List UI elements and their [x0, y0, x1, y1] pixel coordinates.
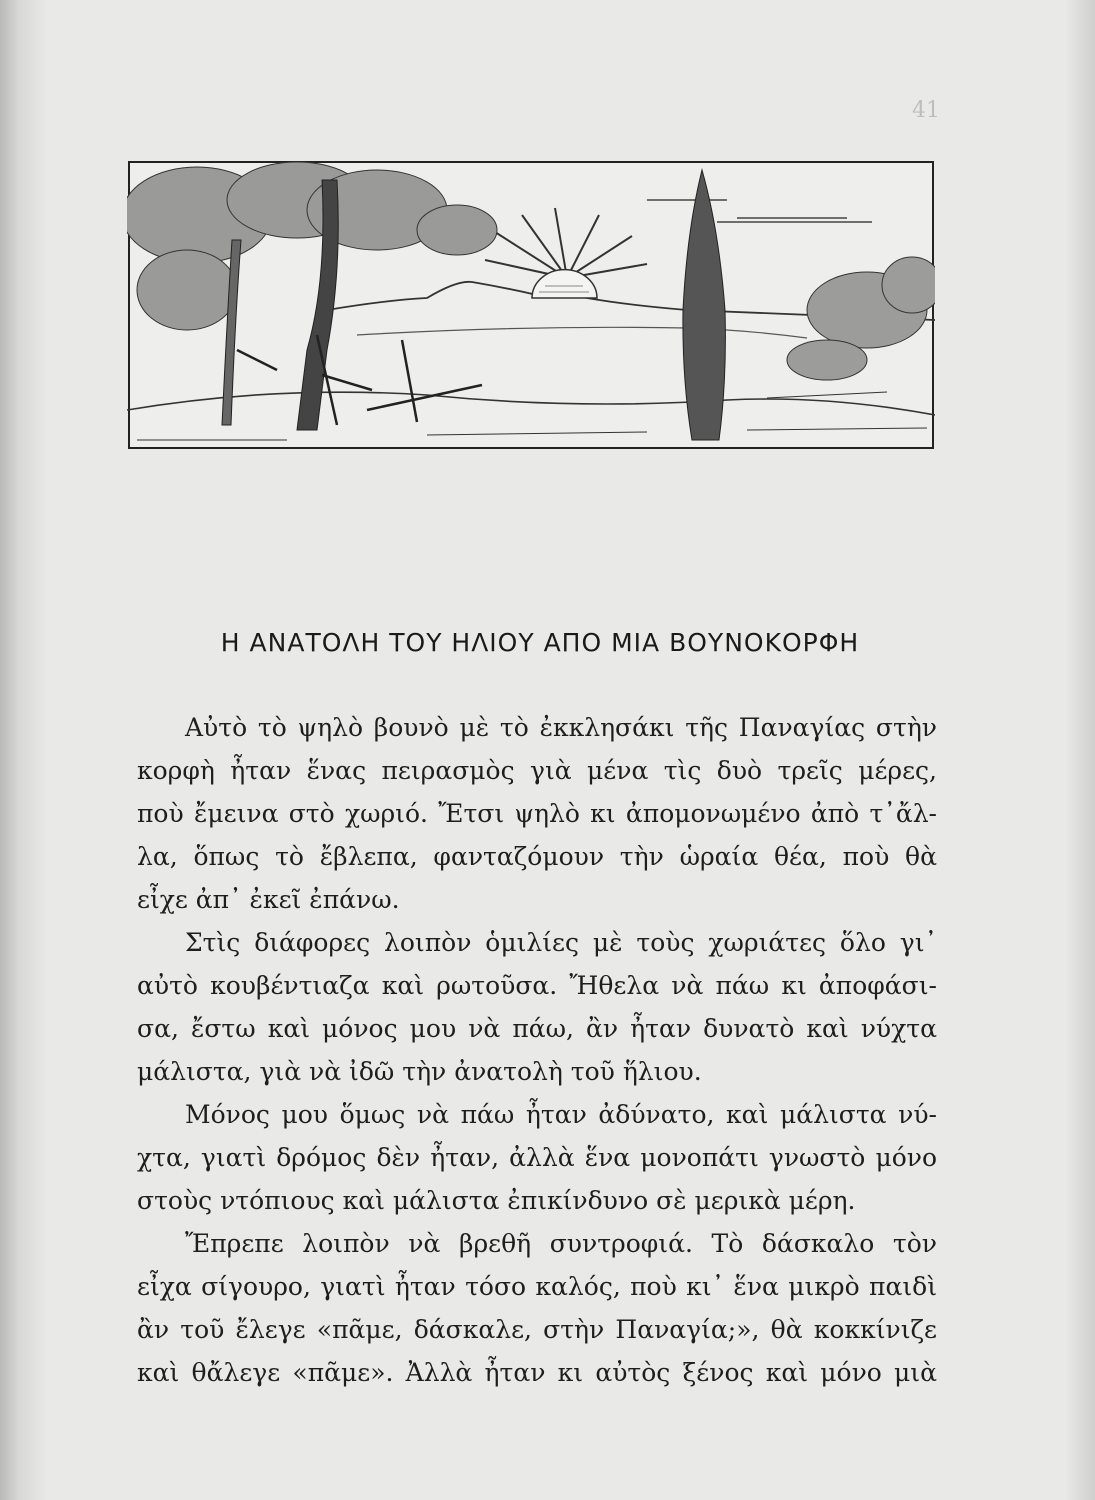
paragraph-2-line-2: αὐτὸ κουβέντιαζα καὶ ρωτοῦσα. Ἤθελα νὰ πάω κι ἀποφάσι- — [137, 971, 937, 1000]
paragraph-1-line-4: λα, ὅπως τὸ ἔβλεπα, φανταζόμουν τὴν ὡραία θέα, ποὺ θὰ — [137, 842, 937, 871]
paragraph-1-line-5: εἶχε ἀπ᾿ ἐκεῖ ἐπάνω. — [137, 885, 400, 914]
page-right-shadow — [1065, 0, 1095, 1500]
paragraph-3-line-3: στοὺς ντόπιους καὶ μάλιστα ἐπικίνδυνο σὲ μερικὰ μέρη. — [137, 1186, 856, 1215]
paragraph-3-line-2: χτα, γιατὶ δρόμος δὲν ἦταν, ἀλλὰ ἕνα μονοπάτι γνωστὸ μόνο — [137, 1143, 937, 1172]
paragraph-4-line-3: ἂν τοῦ ἔλεγε «πᾶμε, δάσκαλε, στὴν Παναγία;», θὰ κοκκίνιζε — [137, 1315, 937, 1344]
sunrise-illustration — [127, 160, 935, 460]
paragraph-2-line-4: μάλιστα, γιὰ νὰ ἰδῶ τὴν ἀνατολὴ τοῦ ἥλιου. — [137, 1057, 702, 1086]
page-number: 41 — [912, 98, 940, 123]
page-left-shadow — [0, 0, 48, 1500]
paragraph-1-line-3: ποὺ ἔμεινα στὸ χωριό. Ἔτσι ψηλὸ κι ἀπομονωμένο ἀπὸ τ᾿ἄλ- — [137, 799, 937, 828]
article-body — [137, 706, 937, 1394]
paragraph-1-line-2: κορφὴ ἦταν ἕνας πειρασμὸς γιὰ μένα τὶς δυὸ τρεῖς μέρες, — [137, 756, 937, 785]
paragraph-4-line-4: καὶ θἄλεγε «πᾶμε». Ἀλλὰ ἦταν κι αὐτὸς ξένος καὶ μόνο μιὰ — [137, 1358, 937, 1387]
paragraph-2-line-3: σα, ἔστω καὶ μόνος μου νὰ πάω, ἂν ἦταν δυνατὸ καὶ νύχτα — [137, 1014, 937, 1043]
paragraph-1-line-1: Αὐτὸ τὸ ψηλὸ βουνὸ μὲ τὸ ἐκκλησάκι τῆς Παναγίας στὴν — [185, 713, 937, 742]
paragraph-4-line-1: Ἔπρεπε λοιπὸν νὰ βρεθῆ συντροφιά. Τὸ δάσκαλο τὸν — [185, 1229, 937, 1258]
paragraph-4-line-2: εἶχα σίγουρο, γιατὶ ἦταν τόσο καλός, ποὺ κι᾿ ἕνα μικρὸ παιδὶ — [137, 1272, 937, 1301]
paragraph-3-line-1: Μόνος μου ὅμως νὰ πάω ἦταν ἀδύνατο, καὶ μάλιστα νύ- — [185, 1100, 937, 1129]
article-title: Η ΑΝΑΤΟΛΗ ΤΟΥ ΗΛΙΟΥ ΑΠΟ ΜΙΑ ΒΟΥΝΟΚΟΡΦΗ — [220, 628, 860, 657]
paragraph-2-line-1: Στὶς διάφορες λοιπὸν ὁμιλίες μὲ τοὺς χωριάτες ὅλο γι᾿ — [185, 928, 937, 957]
